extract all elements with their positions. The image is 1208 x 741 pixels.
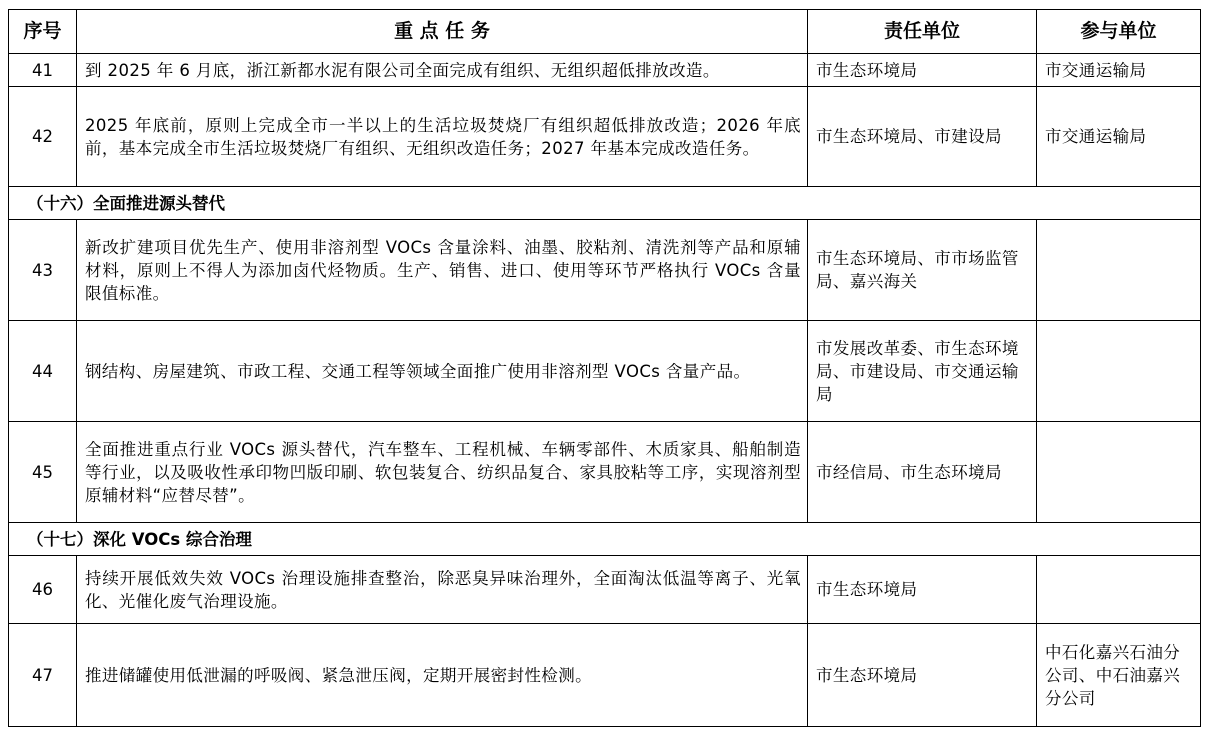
responsible-unit: 市生态环境局、市建设局 <box>808 87 1037 187</box>
responsible-unit: 市生态环境局 <box>808 54 1037 87</box>
row-number: 42 <box>9 87 77 187</box>
table-row <box>9 556 1201 624</box>
responsible-unit: 市生态环境局 <box>808 624 1037 727</box>
row-number: 44 <box>9 321 77 422</box>
task-text: 全面推进重点行业 VOCs 源头替代，汽车整车、工程机械、车辆零部件、木质家具、船舶制造等行业，以及吸收性承印物凹版印刷、软包装复合、纺织品复合、家具胶粘等工序，实现溶剂型原辅材料“应替尽替”。 <box>77 422 808 523</box>
responsible-unit: 市发展改革委、市生态环境局、市建设局、市交通运输局 <box>808 321 1037 422</box>
section-row <box>9 523 1201 556</box>
table-header-row <box>9 10 1201 54</box>
task-text: 持续开展低效失效 VOCs 治理设施排查整治，除恶臭异味治理外，全面淘汰低温等离子、光氧化、光催化废气治理设施。 <box>77 556 808 624</box>
responsible-unit: 市经信局、市生态环境局 <box>808 422 1037 523</box>
header-responsible: 责任单位 <box>808 10 1037 54</box>
task-text: 2025 年底前，原则上完成全市一半以上的生活垃圾焚烧厂有组织超低排放改造；2026 年底前，基本完成全市生活垃圾焚烧厂有组织、无组织改造任务；2027 年基本完成改造任务。 <box>77 87 808 187</box>
task-text: 钢结构、房屋建筑、市政工程、交通工程等领域全面推广使用非溶剂型 VOCs 含量产品。 <box>77 321 808 422</box>
table-row <box>9 87 1201 187</box>
participating-unit: 中石化嘉兴石油分公司、中石油嘉兴分公司 <box>1037 624 1201 727</box>
row-number: 46 <box>9 556 77 624</box>
table-row <box>9 54 1201 87</box>
task-table <box>8 9 1201 727</box>
responsible-unit: 市生态环境局 <box>808 556 1037 624</box>
header-task: 重 点 任 务 <box>77 10 808 54</box>
header-participating: 参与单位 <box>1037 10 1201 54</box>
participating-unit <box>1037 220 1201 321</box>
table-row <box>9 624 1201 727</box>
section-title: （十六）全面推进源头替代 <box>9 187 1201 220</box>
header-no: 序号 <box>9 10 77 54</box>
participating-unit <box>1037 321 1201 422</box>
row-number: 45 <box>9 422 77 523</box>
participating-unit: 市交通运输局 <box>1037 87 1201 187</box>
section-title: （十七）深化 VOCs 综合治理 <box>9 523 1201 556</box>
table-row <box>9 220 1201 321</box>
row-number: 47 <box>9 624 77 727</box>
row-number: 43 <box>9 220 77 321</box>
responsible-unit: 市生态环境局、市市场监管局、嘉兴海关 <box>808 220 1037 321</box>
task-text: 新改扩建项目优先生产、使用非溶剂型 VOCs 含量涂料、油墨、胶粘剂、清洗剂等产品和原辅材料，原则上不得人为添加卤代烃物质。生产、销售、进口、使用等环节严格执行 VOCs 含量限值标准。 <box>77 220 808 321</box>
participating-unit <box>1037 556 1201 624</box>
table-row <box>9 422 1201 523</box>
section-row <box>9 187 1201 220</box>
task-text: 到 2025 年 6 月底，浙江新都水泥有限公司全面完成有组织、无组织超低排放改造。 <box>77 54 808 87</box>
participating-unit: 市交通运输局 <box>1037 54 1201 87</box>
table-row <box>9 321 1201 422</box>
participating-unit <box>1037 422 1201 523</box>
row-number: 41 <box>9 54 77 87</box>
task-text: 推进储罐使用低泄漏的呼吸阀、紧急泄压阀，定期开展密封性检测。 <box>77 624 808 727</box>
